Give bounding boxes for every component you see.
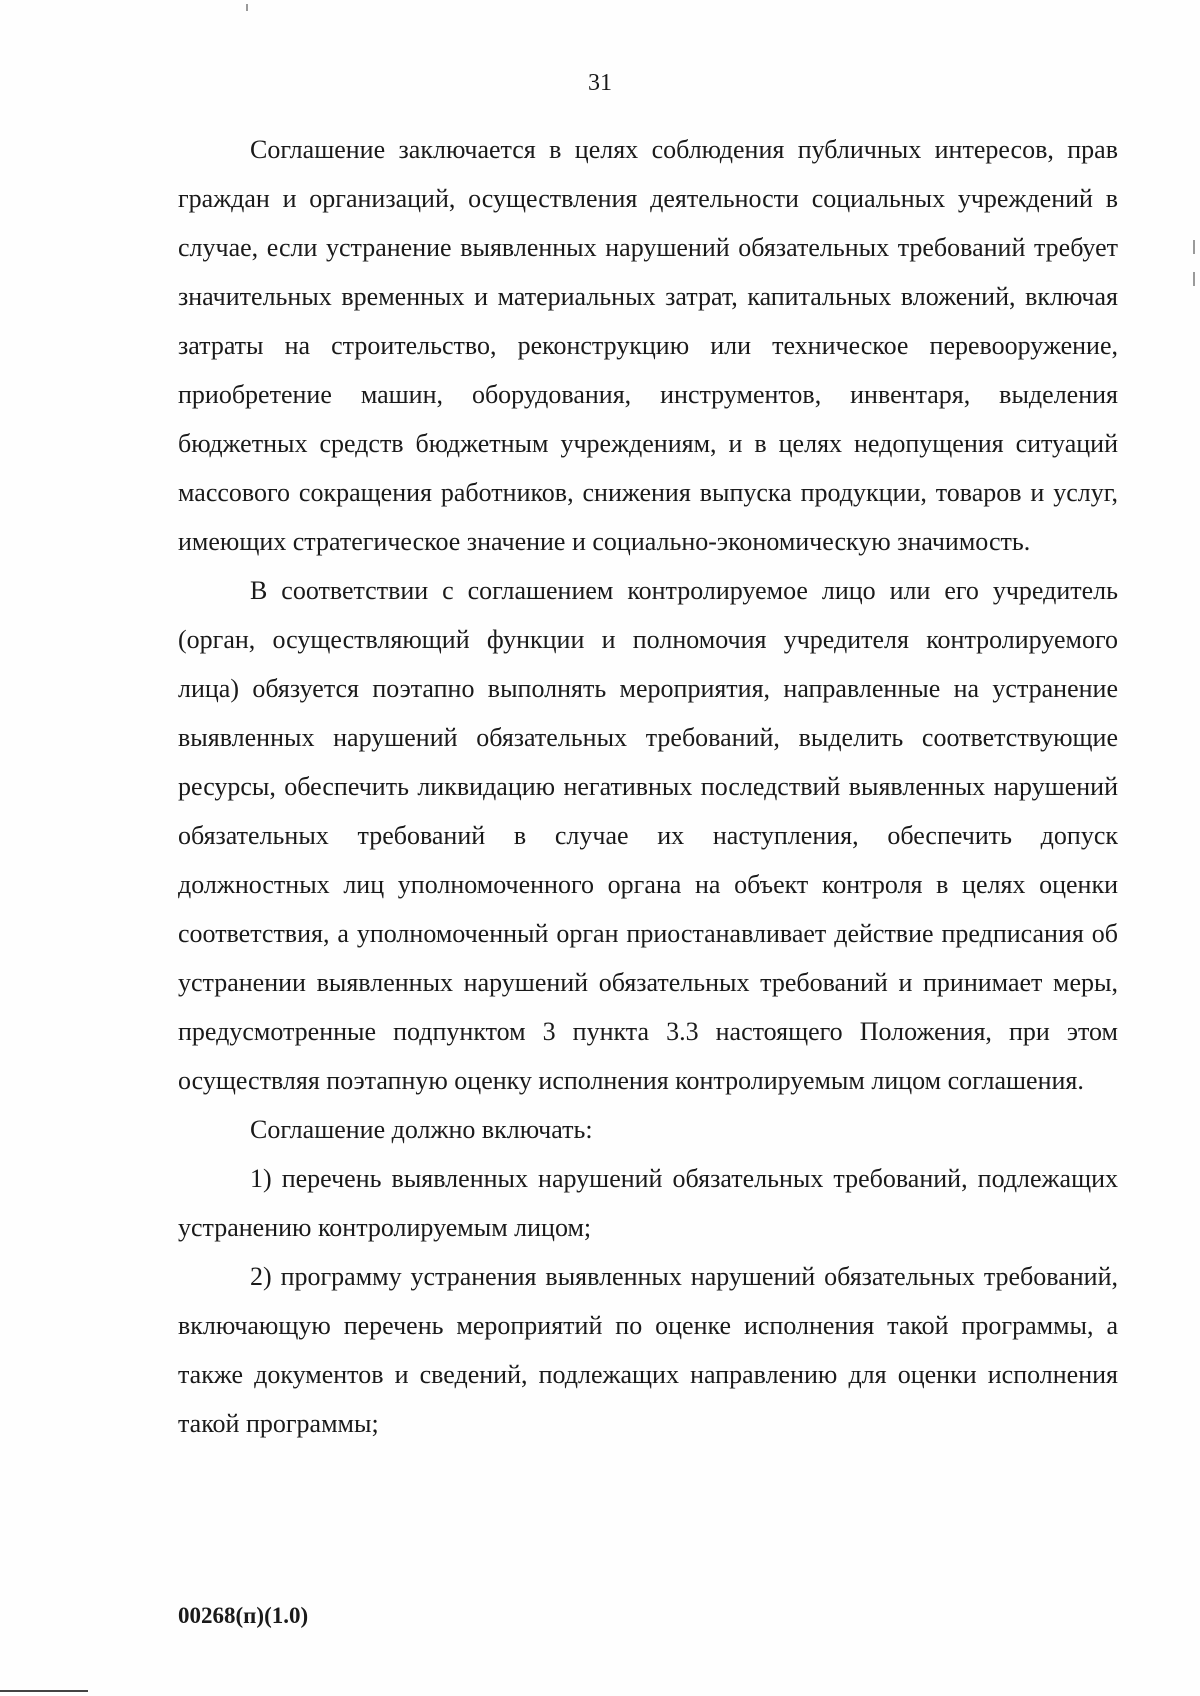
paragraph-agreement-obligations: В соответствии с соглашением контролируемое лицо или его учредитель (орган, осуществляющий функции и полномочия учредителя контролируемого лица) обязуется поэтапно выполнять мероприятия, направленные на устранение выявленных нарушений обязательных требований, выделить соответствующие ресурсы, обеспечить ликвидацию негативных последствий выявленных нарушений обязательных требований в случае их наступления, обеспечить допуск должностных лиц уполномоченного органа на объект контроля в целях оценки соответствия, а уполномоченный орган приостанавливает действие предписания об устранении выявленных нарушений обязательных требований и принимает меры, предусмотренные подпунктом 3 пункта 3.3 настоящего Положения, при этом осуществляя поэтапную оценку исполнения контролируемым лицом соглашения. [178, 576, 1118, 1095]
scan-artifact-mark [246, 4, 248, 11]
scan-artifact-mark [1193, 272, 1195, 286]
list-item-1: 1) перечень выявленных нарушений обязательных требований, подлежащих устранению контролируемым лицом; [178, 1164, 1118, 1242]
scan-artifact-line [0, 1690, 88, 1692]
paragraph-agreement-purpose: Соглашение заключается в целях соблюдения публичных интересов, прав граждан и организаций, осуществления деятельности социальных учреждений в случае, если устранение выявленных нарушений обязательных требований требует значительных временных и материальных затрат, капитальных вложений, включая затраты на строительство, реконструкцию или техническое перевооружение, приобретение машин, оборудования, инструментов, инвентаря, выделения бюджетных средств бюджетным учреждениям, и в целях недопущения ситуаций массового сокращения работников, снижения выпуска продукции, товаров и услуг, имеющих стратегическое значение и социально-экономическую значимость. [178, 135, 1118, 556]
document-code: 00268(п)(1.0) [178, 1603, 309, 1628]
list-item-2: 2) программу устранения выявленных нарушений обязательных требований, включающую перечень мероприятий по оценке исполнения такой программы, а также документов и сведений, подлежащих направлению для оценки исполнения такой программы; [178, 1262, 1118, 1438]
page-number: 31 [588, 70, 612, 96]
scan-artifact-mark [1193, 240, 1195, 254]
paragraph-agreement-contents-intro: Соглашение должно включать: [250, 1115, 593, 1144]
document-body [178, 125, 1118, 1448]
